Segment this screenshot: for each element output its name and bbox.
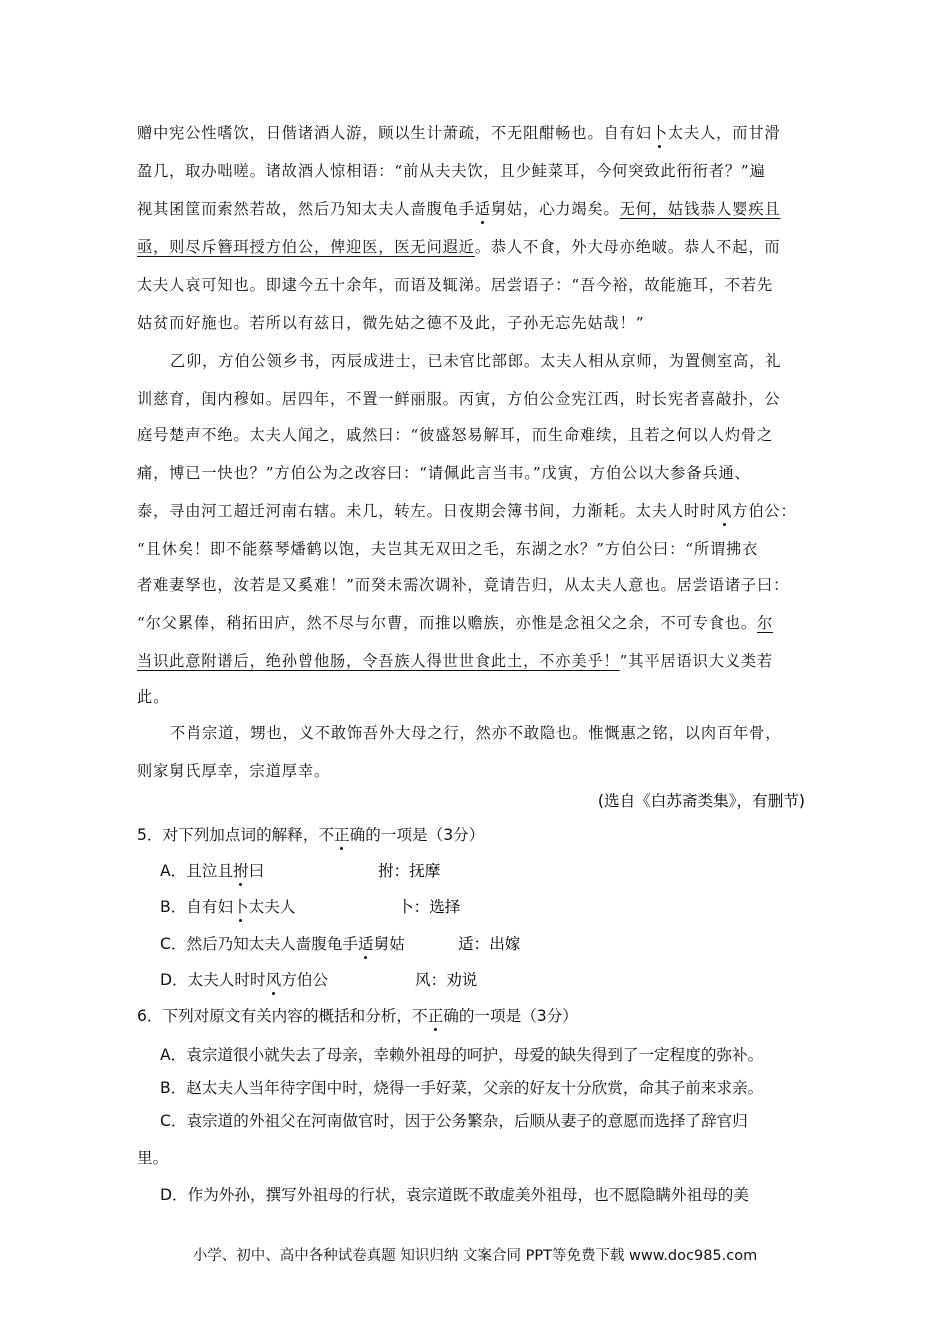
page-footer: 小学、初中、高中各种试卷真题 知识归纳 文案合同 PPT等免费下载 www.doc985.com [192,1248,758,1264]
question-6-option-b: B．赵太夫人当年待字闺中时，烧得一手好菜，父亲的好友十分欣赏，命其子前来求亲。 [160,1079,764,1097]
question-5-option-d: D．太夫人时时风方伯公 [160,971,328,989]
question-6-option-c: C．袁宗道的外祖父在河南做官时，因于公务繁杂，后顺从妻子的意愿而选择了辞官归 [160,1112,748,1130]
passage-line-10: 痛，博已一快也？”方伯公为之改容曰：“请佩此言当韦。”戊寅，方伯公以大参备兵通、 [137,464,751,482]
passage-line-16: 此。 [137,688,170,706]
passage-line-17: 不肖宗道，甥也，义不敢饰吾外大母之行，然亦不敢隐也。惟慨惠之铭，以肉百年骨， [170,724,782,742]
question-6-stem: 6．下列对原文有关内容的概括和分析，不正确的一项是（3分） [137,1007,578,1025]
question-5-option-a-gloss: 拊：抚摩 [378,862,441,880]
passage-line-3: 视其囷筐而索然若故，然后乃知太夫人啬腹龟手适舅姑，心力竭矣。无何，姑钱恭人婴疾且 [137,200,781,218]
question-6-option-c-continued: 里。 [137,1149,169,1167]
question-5-option-a: A．且泣且拊曰 [160,862,265,880]
question-5-option-c: C．然后乃知太夫人啬腹龟手适舅姑 [160,935,405,953]
passage-line-2: 盈几，取办咄嗟。诸故酒人惊相语：“前从夫夫饮，且少鲑菜耳，今何突致此衎衎者？”遍 [137,162,766,180]
passage-line-7: 乙卯，方伯公领乡书，丙辰成进士，已未官比部郎。太夫人相从京师，为置侧室高，礼 [170,352,782,370]
passage-line-5: 太夫人哀可知也。即逮今五十余年，而语及辄涕。居尝语子：“吾今裕，故能施耳，不若先 [137,276,774,294]
passage-line-8: 训慈育，闺内穆如。居四年，不置一鲜丽服。丙寅，方伯公佥宪江西，时长宪者喜敲扑，公 [137,390,781,408]
passage-line-14: “尔父累俸，稍拓田庐，然不尽与尔曹，而推以赡族，亦惟是念祖父之余，不可专食也。尔 [137,614,774,632]
passage-line-13: 者难妻孥也，汝若是又奚难！”而癸未需次调补，竟请告归，从太夫人意也。居尝语诸子曰： [137,576,790,594]
passage-line-4: 亟，则尽斥簪珥授方伯公，俾迎医，医无问遐近。恭人不食，外大母亦绝啵。恭人不起，而 [137,238,781,256]
question-6-option-d: D．作为外孙，撰写外祖母的行状，袁宗道既不敢虚美外祖母，也不愿隐瞒外祖母的美 [160,1186,749,1204]
question-5-option-d-gloss: 风：劝说 [415,971,478,989]
passage-line-11: 泰，寻由河工超迁河南右辖。未几，转左。日夜期会簿书间，力渐耗。太夫人时时风方伯公： [137,502,797,520]
passage-line-6: 姑贫而好施也。若所以有兹日，微先姑之德不及此，子孙无忘先姑哉！” [137,314,645,332]
question-5-stem: 5．对下列加点词的解释，不正确的一项是（3分） [137,826,485,844]
passage-line-1: 赠中宪公性嗜饮，日偕诸酒人游，顾以生计萧疏，不无阻酣畅也。自有妇卜太夫人，而甘滑 [137,124,781,142]
question-5-option-c-gloss: 适：出嫁 [458,935,521,953]
passage-line-18: 则家舅氏厚幸，宗道厚幸。 [137,762,331,780]
passage-line-15: 当识此意附谱后，绝孙曾他肠，令吾族人得世世食此土，不亦美乎！”其平居语识大义类若 [137,652,774,670]
passage-source: (选自《白苏斋类集》，有删节) [597,792,805,810]
passage-line-12: “且休矣！即不能蔡琴燔鹤以饱，夫岂其无双田之毛，东湖之水？”方伯公曰：“所谓拂衣 [137,540,759,558]
question-5-option-b: B．自有妇卜太夫人 [160,898,296,916]
question-5-option-b-gloss: 卜：选择 [398,898,461,916]
question-6-option-a: A．袁宗道很小就失去了母亲，幸赖外祖母的呵护，母爱的缺失得到了一定程度的弥补。 [160,1046,764,1064]
passage-line-9: 庭号楚声不绝。太夫人闻之，戚然曰：“彼盛怒易解耳，而生命难续，且若之何以人灼骨之 [137,426,774,444]
